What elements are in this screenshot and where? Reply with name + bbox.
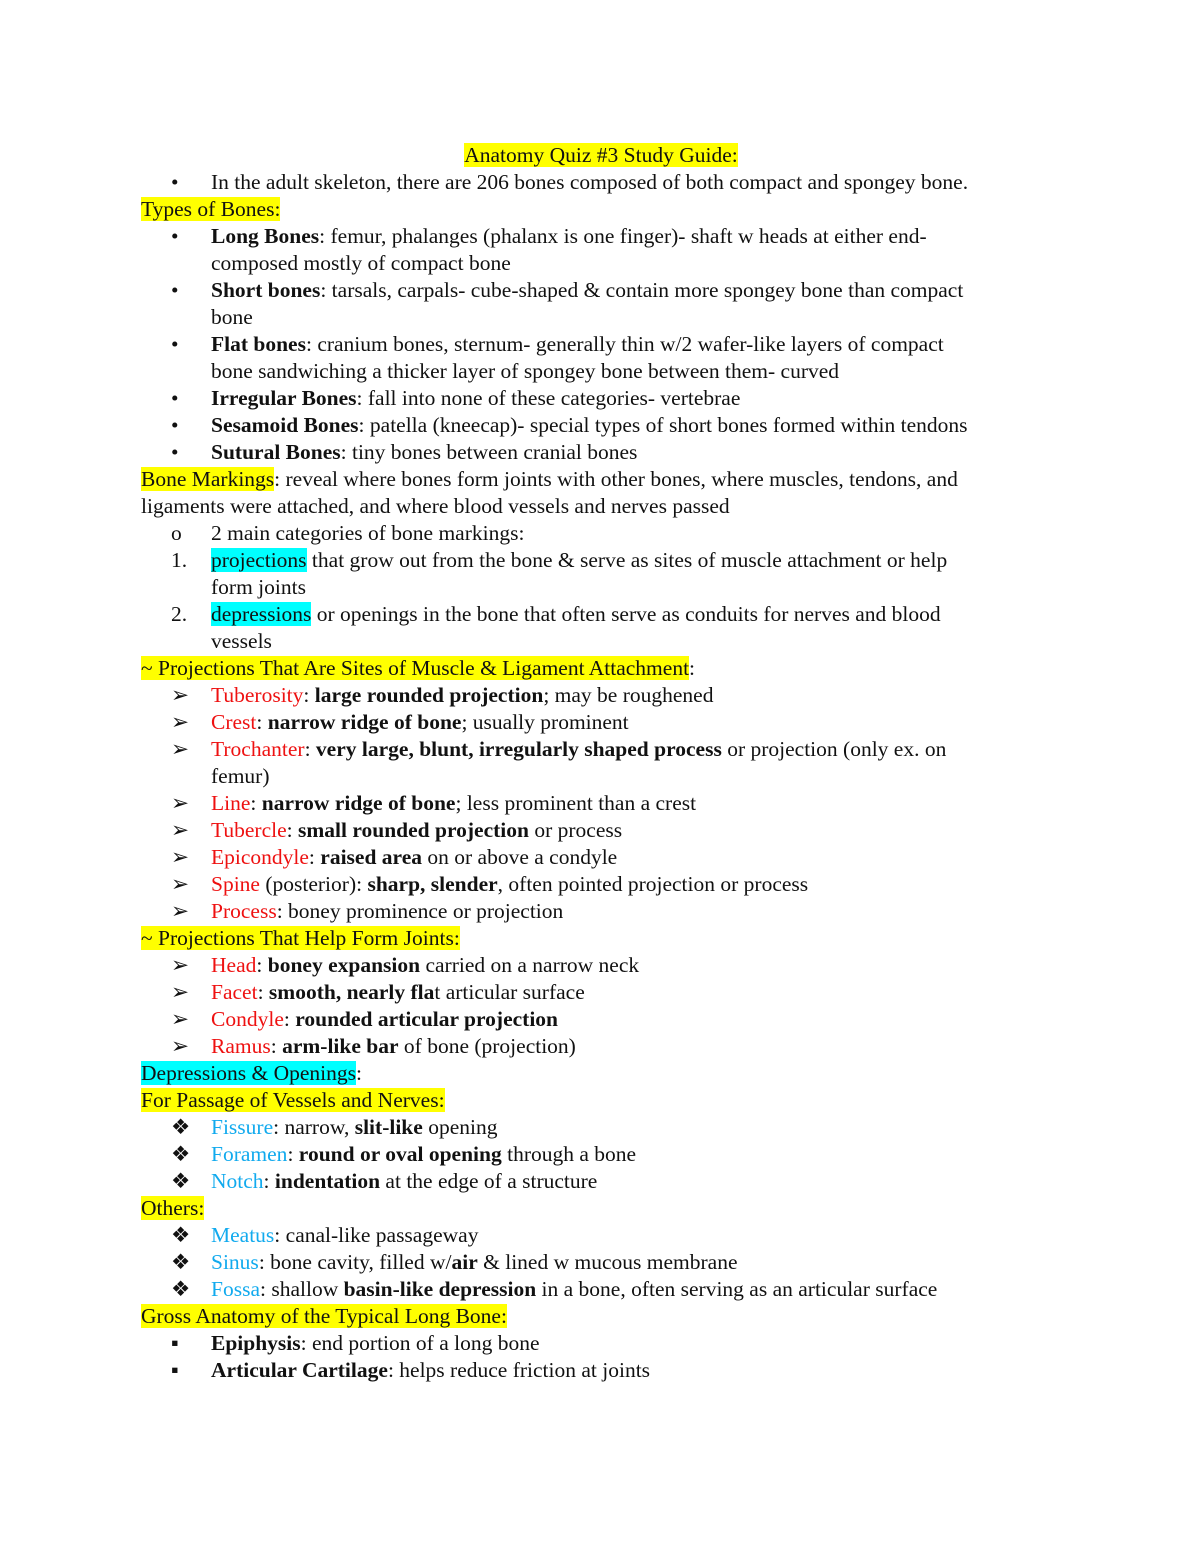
depression-item: ❖ Fissure: narrow, slit-like opening (171, 1115, 498, 1139)
bullet-icon: • (171, 332, 179, 356)
diamond-icon: ❖ (171, 1115, 191, 1139)
arrow-icon: ➢ (171, 1007, 190, 1031)
diamond-icon: ❖ (171, 1250, 191, 1274)
projection-item: ➢ Process: boney prominence or projection (171, 899, 564, 923)
circle-icon: o (171, 521, 182, 545)
arrow-icon: ➢ (171, 710, 190, 734)
joint-item: ➢ Ramus: arm-like bar of bone (projection) (171, 1034, 576, 1058)
gross-item: ▪ Articular Cartilage: helps reduce friction at joints (171, 1358, 651, 1382)
bullet-icon: • (171, 386, 179, 410)
title-text: Anatomy Quiz #3 Study Guide: (464, 143, 738, 167)
markings-paragraph-cont: ligaments were attached, and where blood vessels and nerves passed (141, 494, 730, 518)
arrow-icon: ➢ (171, 683, 190, 707)
depression-item: ❖ Foramen: round or oval opening through a bone (171, 1142, 637, 1166)
intro-text: In the adult skeleton, there are 206 bones composed of both compact and spongey bone. (211, 170, 969, 194)
types-heading: Types of Bones: (141, 197, 281, 221)
joints-heading: ~ Projections That Help Form Joints: (141, 926, 460, 950)
projection-item: ➢ Tuberosity: large rounded projection; may be roughened (171, 683, 714, 707)
passage-heading: For Passage of Vessels and Nerves: (141, 1088, 445, 1112)
bullet-icon: • (171, 170, 179, 194)
bullet-icon: • (171, 224, 179, 248)
bone-type-item: • Short bones: tarsals, carpals- cube-shaped & contain more spongey bone than compact bone (171, 278, 964, 329)
bone-type-item: • Sutural Bones: tiny bones between cranial bones (171, 440, 638, 464)
square-bullet-icon: ▪ (171, 1358, 179, 1382)
arrow-icon: ➢ (171, 872, 190, 896)
bullet-icon: • (171, 413, 179, 437)
depression-item: ❖ Notch: indentation at the edge of a structure (171, 1169, 598, 1193)
bone-type-item: • Long Bones: femur, phalanges (phalanx is one finger)- shaft w heads at either end- composed mostly of compact bone (171, 224, 927, 275)
intro-item (141, 169, 1061, 196)
arrow-icon: ➢ (171, 845, 190, 869)
bone-type-item: • Irregular Bones: fall into none of these categories- vertebrae (171, 386, 741, 410)
bone-type-item: • Sesamoid Bones: patella (kneecap)- special types of short bones formed within tendons (171, 413, 968, 437)
gross-item: ▪ Epiphysis: end portion of a long bone (171, 1331, 540, 1355)
bullet-icon: • (171, 440, 179, 464)
depression-item: ❖ Sinus: bone cavity, filled w/air & lined w mucous membrane (171, 1250, 738, 1274)
depression-item: ❖ Fossa: shallow basin-like depression in a bone, often serving as an articular surface (171, 1277, 938, 1301)
joint-item: ➢ Head: boney expansion carried on a narrow neck (171, 953, 640, 977)
numbered-item: 1. projections that grow out from the bone & serve as sites of muscle attachment or help form joints (171, 548, 948, 599)
muscle-attach-heading: ~ Projections That Are Sites of Muscle & Ligament Attachment: (141, 656, 696, 680)
arrow-icon: ➢ (171, 980, 190, 1004)
projection-item: ➢ Tubercle: small rounded projection or process (171, 818, 623, 842)
gross-heading: Gross Anatomy of the Typical Long Bone: (141, 1304, 507, 1328)
bone-type-item: • Flat bones: cranium bones, sternum- generally thin w/2 wafer-like layers of compact bone sandwiching a thicker layer of spongey bone between them- curved (171, 332, 944, 383)
markings-paragraph: Bone Markings: reveal where bones form joints with other bones, where muscles, tendons, and (141, 467, 958, 491)
depressions-heading: Depressions & Openings: (141, 1061, 362, 1085)
page-title (141, 142, 1061, 169)
projection-item: ➢ Epicondyle: raised area on or above a condyle (171, 845, 618, 869)
numbered-item: 2. depressions or openings in the bone that often serve as conduits for nerves and blood vessels (171, 602, 941, 653)
arrow-icon: ➢ (171, 1034, 190, 1058)
study-guide (141, 142, 1061, 1384)
item-number: 2. (171, 602, 188, 626)
arrow-icon: ➢ (171, 899, 190, 923)
diamond-icon: ❖ (171, 1277, 191, 1301)
circle-item: o 2 main categories of bone markings: (171, 521, 525, 545)
depression-item: ❖ Meatus: canal-like passageway (171, 1223, 479, 1247)
bullet-icon: • (171, 278, 179, 302)
projection-item: ➢ Line: narrow ridge of bone; less prominent than a crest (171, 791, 697, 815)
joint-item: ➢ Facet: smooth, nearly flat articular surface (171, 980, 585, 1004)
arrow-icon: ➢ (171, 791, 190, 815)
diamond-icon: ❖ (171, 1142, 191, 1166)
item-number: 1. (171, 548, 188, 572)
projection-item: ➢ Crest: narrow ridge of bone; usually prominent (171, 710, 629, 734)
arrow-icon: ➢ (171, 953, 190, 977)
others-heading: Others: (141, 1196, 205, 1220)
arrow-icon: ➢ (171, 737, 190, 761)
diamond-icon: ❖ (171, 1169, 191, 1193)
joint-item: ➢ Condyle: rounded articular projection (171, 1007, 558, 1031)
projection-item: ➢ Spine (posterior): sharp, slender, often pointed projection or process (171, 872, 809, 896)
projection-item: ➢ Trochanter: very large, blunt, irregularly shaped process or projection (only ex. on femur) (171, 737, 947, 788)
diamond-icon: ❖ (171, 1223, 191, 1247)
arrow-icon: ➢ (171, 818, 190, 842)
square-bullet-icon: ▪ (171, 1331, 179, 1355)
